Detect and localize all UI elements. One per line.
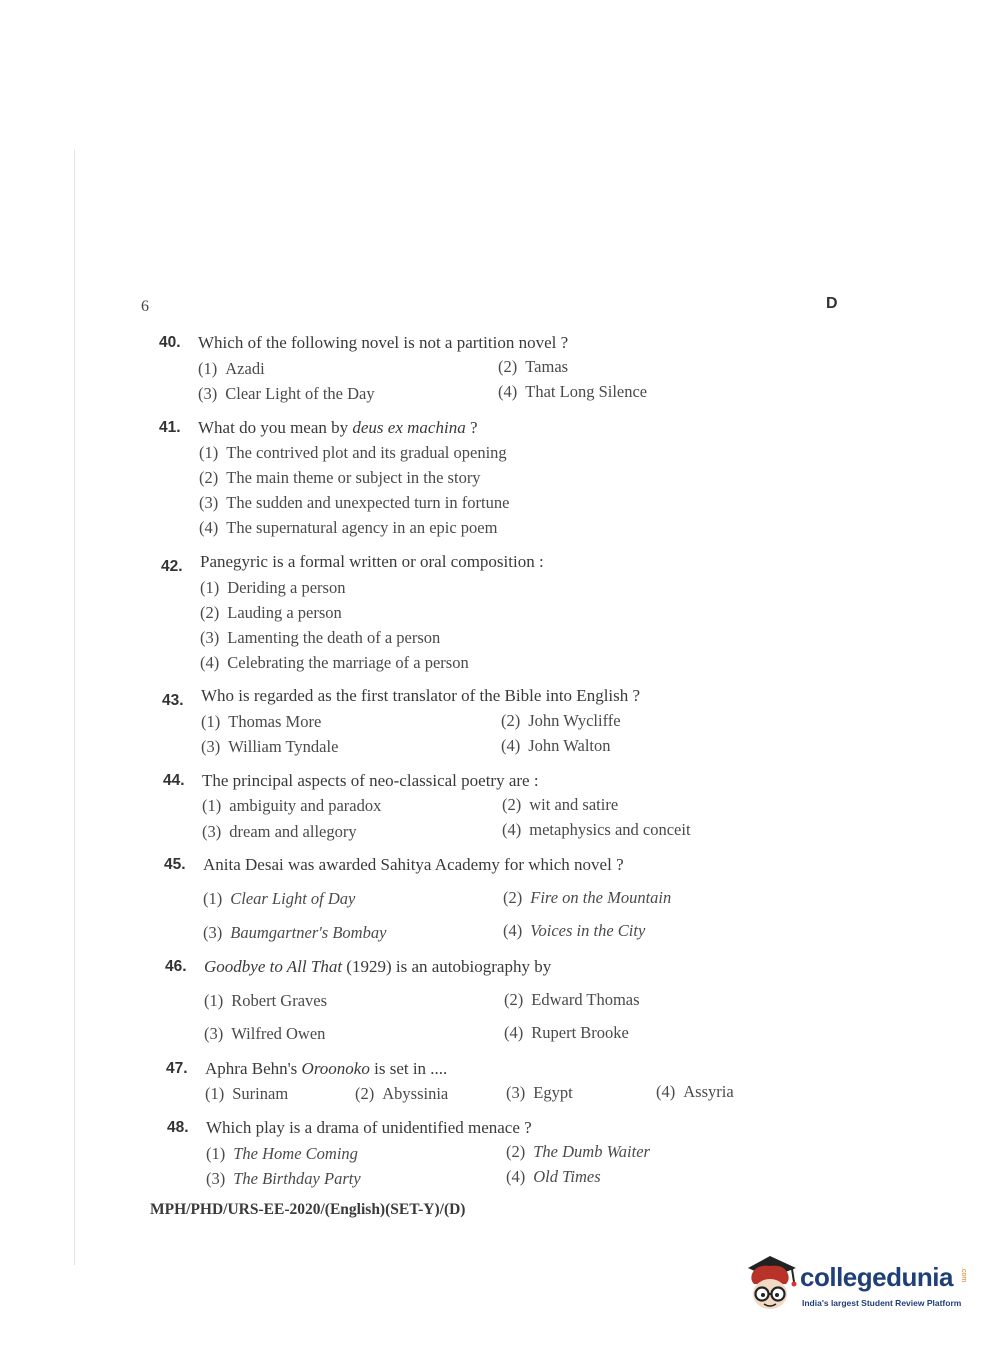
question-text: Panegyric is a formal written or oral composition : [200, 552, 544, 571]
logo-tagline: India's largest Student Review Platform [802, 1298, 962, 1308]
option-4: (4) Assyria [656, 1082, 734, 1101]
option-3: (3) Baumgartner's Bombay [203, 923, 387, 942]
question-number: 41. [159, 419, 181, 436]
question-text: The principal aspects of neo-classical poetry are : [202, 771, 539, 790]
option-3: (3) Clear Light of the Day [198, 384, 375, 403]
option-4: (4) metaphysics and conceit [502, 820, 691, 839]
question-text: What do you mean by deus ex machina ? [198, 418, 478, 437]
question-text: Who is regarded as the first translator of the Bible into English ? [201, 686, 641, 705]
option-1: (1) The contrived plot and its gradual opening [199, 443, 507, 462]
option-2: (2) Edward Thomas [504, 990, 640, 1009]
question-text: Goodbye to All That (1929) is an autobiography by [204, 957, 552, 976]
option-3: (3) dream and allegory [202, 822, 357, 841]
logo-wordmark: collegedunia [800, 1262, 953, 1292]
option-4: (4) Old Times [506, 1167, 601, 1186]
option-4: (4) The supernatural agency in an epic poem [199, 518, 498, 537]
option-2: (2) Abyssinia [355, 1084, 449, 1103]
option-3: (3) Wilfred Owen [204, 1024, 326, 1043]
option-1: (1) Azadi [198, 359, 265, 378]
question-text: Anita Desai was awarded Sahitya Academy for which novel ? [203, 855, 624, 874]
question-number: 45. [164, 856, 186, 873]
question-number: 46. [165, 958, 187, 975]
option-1: (1) Robert Graves [204, 991, 328, 1010]
option-4: (4) That Long Silence [498, 382, 648, 401]
set-letter: D [826, 295, 838, 312]
option-1: (1) Deriding a person [200, 578, 346, 597]
option-3: (3) Lamenting the death of a person [200, 628, 441, 647]
option-2: (2) John Wycliffe [501, 711, 621, 730]
question-text: Aphra Behn's Oroonoko is set in .... [205, 1059, 448, 1078]
question-text: Which play is a drama of unidentified menace ? [206, 1118, 532, 1137]
binding-line [74, 150, 75, 1265]
collegedunia-logo[interactable] [742, 1250, 972, 1320]
question-number: 43. [162, 692, 184, 709]
page-number: 6 [141, 298, 149, 315]
option-2: (2) Lauding a person [200, 603, 342, 622]
logo-com: .com [960, 1267, 967, 1283]
question-number: 40. [159, 334, 181, 351]
exam-code-footer: MPH/PHD/URS-EE-2020/(English)(SET-Y)/(D) [150, 1201, 466, 1218]
option-2: (2) wit and satire [502, 795, 619, 814]
option-3: (3) William Tyndale [201, 737, 339, 756]
mascot-icon [742, 1250, 800, 1312]
option-2: (2) The Dumb Waiter [506, 1142, 650, 1161]
option-3: (3) Egypt [506, 1083, 573, 1102]
option-4: (4) John Walton [501, 736, 611, 755]
option-1: (1) Surinam [205, 1084, 289, 1103]
question-text: Which of the following novel is not a partition novel ? [198, 333, 569, 352]
option-3: (3) The sudden and unexpected turn in fortune [199, 493, 510, 512]
question-number: 48. [167, 1119, 189, 1136]
option-1: (1) ambiguity and paradox [202, 796, 382, 815]
option-2: (2) The main theme or subject in the story [199, 468, 481, 487]
option-4: (4) Celebrating the marriage of a person [200, 653, 469, 672]
question-number: 44. [163, 772, 185, 789]
option-4: (4) Rupert Brooke [504, 1023, 629, 1042]
option-1: (1) Clear Light of Day [203, 889, 356, 908]
option-2: (2) Tamas [498, 357, 569, 376]
option-1: (1) Thomas More [201, 712, 322, 731]
option-4: (4) Voices in the City [503, 921, 646, 940]
option-1: (1) The Home Coming [206, 1144, 358, 1163]
question-number: 42. [161, 558, 183, 575]
option-2: (2) Fire on the Mountain [503, 888, 672, 907]
question-number: 47. [166, 1060, 188, 1077]
option-3: (3) The Birthday Party [206, 1169, 361, 1188]
